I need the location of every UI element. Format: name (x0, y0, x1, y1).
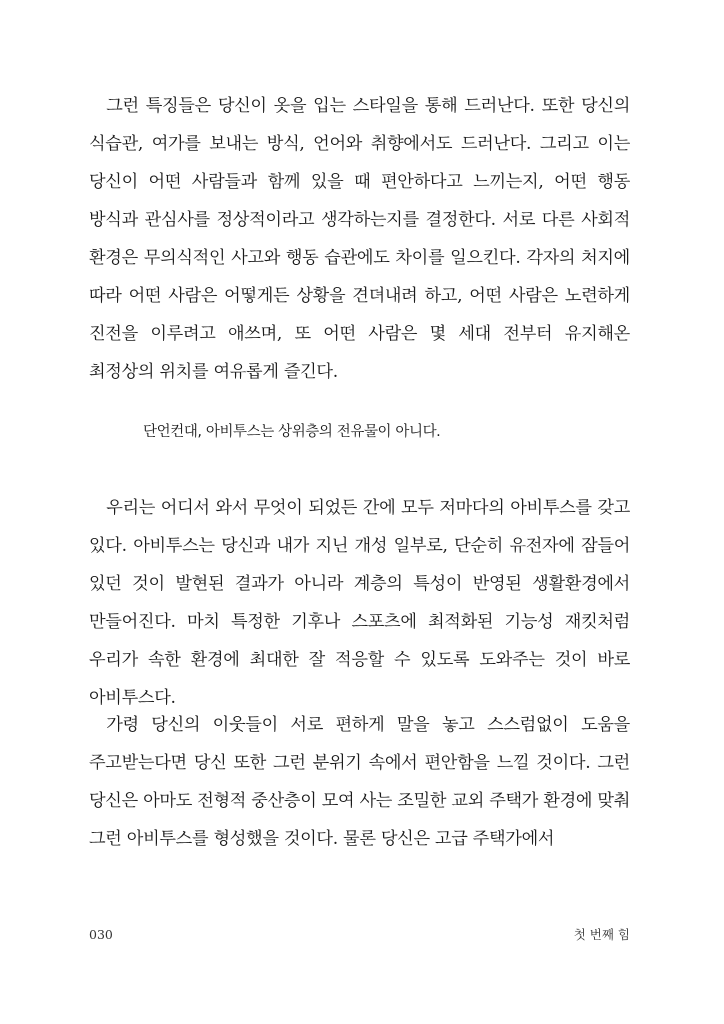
running-title: 첫 번째 힘 (573, 927, 630, 942)
pull-quote: 단언컨대, 아비투스는 상위층의 전유물이 아니다. (143, 424, 441, 440)
body-paragraph-1: 그런 특징들은 당신이 옷을 입는 스타일을 통해 드러난다. 또한 당신의 식습관, 여가를 보내는 방식, 언어와 취향에서도 드러난다. 그리고 이는 당신이 어떤 사람들과 함께 있을 때 편안하다고 느끼는지, 어떤 행동 방식과 관심사를 정상적이라고 생각하는지를 결정한다. 서로 다른 사회적 환경은 무의식적인 사고와 행동 습관에도 차이를 일으킨다. 각자의 처지에 따라 어떤 사람은 어떻게든 상황을 견뎌내려 하고, 어떤 사람은 노련하게 진전을 이루려고 애쓰며, 또 어떤 사람은 몇 세대 전부터 유지해온 최정상의 위치를 여유롭게 즐긴다. (89, 96, 630, 382)
body-paragraph-2: 우리는 어디서 와서 무엇이 되었든 간에 모두 저마다의 아비투스를 갖고 있다. 아비투스는 당신과 내가 지닌 개성 일부로, 단순히 유전자에 잠들어 있던 것이 발현된 결과가 아니라 계층의 특성이 반영된 생활환경에서 만들어진다. 마치 특정한 기후나 스포츠에 최적화된 기능성 재킷처럼 우리가 속한 환경에 최대한 잘 적응할 수 있도록 도와주는 것이 바로 아비투스다. (89, 498, 630, 708)
body-paragraph-3: 가령 당신의 이웃들이 서로 편하게 말을 놓고 스스럼없이 도움을 주고받는다면 당신 또한 그런 분위기 속에서 편안함을 느낄 것이다. 그런 당신은 아마도 전형적 중산층이 모여 사는 조밀한 교외 주택가 환경에 맞춰 그런 아비투스를 형성했을 것이다. 물론 당신은 고급 주택가에서 (89, 715, 630, 849)
page-number: 030 (89, 927, 113, 942)
